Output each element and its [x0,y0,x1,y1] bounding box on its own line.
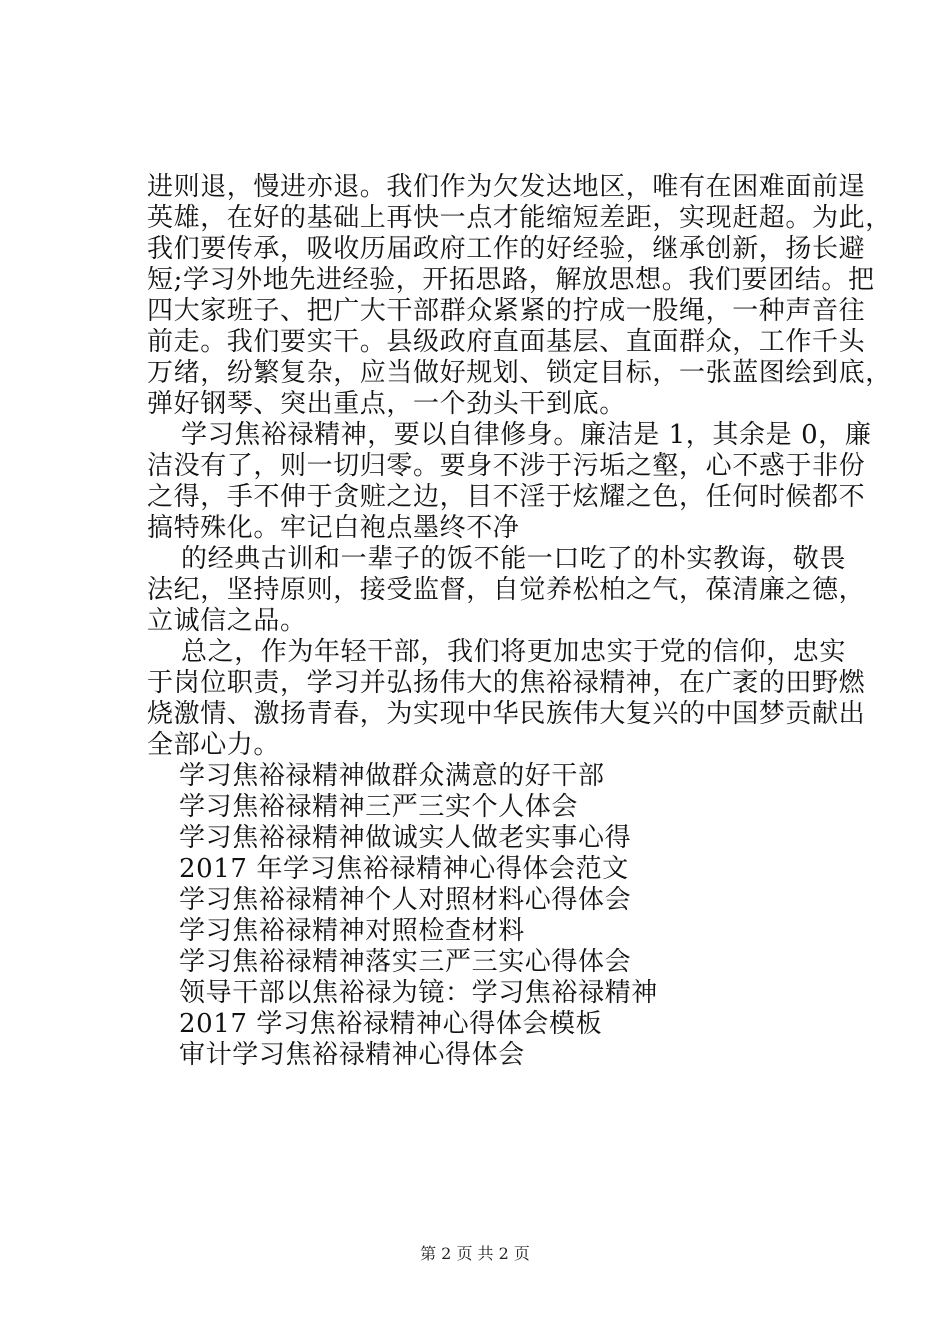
paragraph-2 [147,420,872,544]
related-article-item: 学习焦裕禄精神三严三实个人体会 [179,792,579,822]
related-article-item: 学习焦裕禄精神个人对照材料心得体会 [179,885,632,915]
text-line: 进则退，慢进亦退。我们作为欠发达地区，唯有在困难面前逞 [147,172,866,202]
related-article-item: 领导干部以焦裕禄为镜：学习焦裕禄精神 [179,978,658,1008]
related-article-item: 学习焦裕禄精神做诚实人做老实事心得 [179,823,632,853]
related-article-item: 学习焦裕禄精神落实三严三实心得体会 [179,947,632,977]
text-line: 前走。我们要实干。县级政府直面基层、直面群众，工作千头 [147,327,866,357]
text-line: 弹好钢琴、突出重点，一个劲头干到底。 [147,389,626,419]
text-line: 于岗位职责，学习并弘扬伟大的焦裕禄精神，在广袤的田野燃 [147,668,866,698]
document-body [147,172,892,1071]
paragraph-3 [147,544,866,637]
text-line: 万绪，纷繁复杂，应当做好规划、锁定目标，一张蓝图绘到底， [147,358,892,388]
paragraph-4 [147,637,866,761]
text-line: 全部心力。 [147,730,281,760]
text-line: 四大家班子、把广大干部群众紧紧的拧成一股绳，一种声音往 [147,296,866,326]
text-line: 英雄，在好的基础上再快一点才能缩短差距，实现赶超。为此， [147,203,892,233]
text-line: 搞特殊化。牢记白袍点墨终不净 [147,513,520,543]
text-line: 短;学习外地先进经验，开拓思路，解放思想。我们要团结。把 [147,265,875,295]
related-article-item: 学习焦裕禄精神做群众满意的好干部 [179,761,605,791]
text-line: 的经典古训和一辈子的饭不能一口吃了的朴实教诲，敬畏 [181,544,847,574]
related-article-item: 学习焦裕禄精神对照检查材料 [179,916,525,946]
text-line: 之得，手不伸于贪赃之边，目不淫于炫耀之色，任何时候都不 [147,482,866,512]
text-line: 法纪，坚持原则，接受监督，自觉养松柏之气，葆清廉之德， [147,575,866,605]
text-line: 学习焦裕禄精神，要以自律修身。廉洁是 1，其余是 0，廉 [181,420,872,450]
related-article-item: 2017 年学习焦裕禄精神心得体会范文 [179,854,629,884]
paragraph-1 [147,172,892,420]
related-article-item: 审计学习焦裕禄精神心得体会 [179,1040,525,1070]
page-footer: 第 2 页 共 2 页 [420,1244,530,1263]
text-line: 立诚信之品。 [147,606,307,636]
text-line: 总之，作为年轻干部，我们将更加忠实于党的信仰，忠实 [181,637,847,667]
text-line: 烧激情、激扬青春，为实现中华民族伟大复兴的中国梦贡献出 [147,699,866,729]
text-line: 洁没有了，则一切归零。要身不涉于污垢之壑，心不惑于非份 [147,451,866,481]
related-article-item: 2017 学习焦裕禄精神心得体会模板 [179,1009,603,1039]
text-line: 我们要传承，吸收历届政府工作的好经验，继承创新，扬长避 [147,234,866,264]
related-articles-list [147,761,837,1071]
